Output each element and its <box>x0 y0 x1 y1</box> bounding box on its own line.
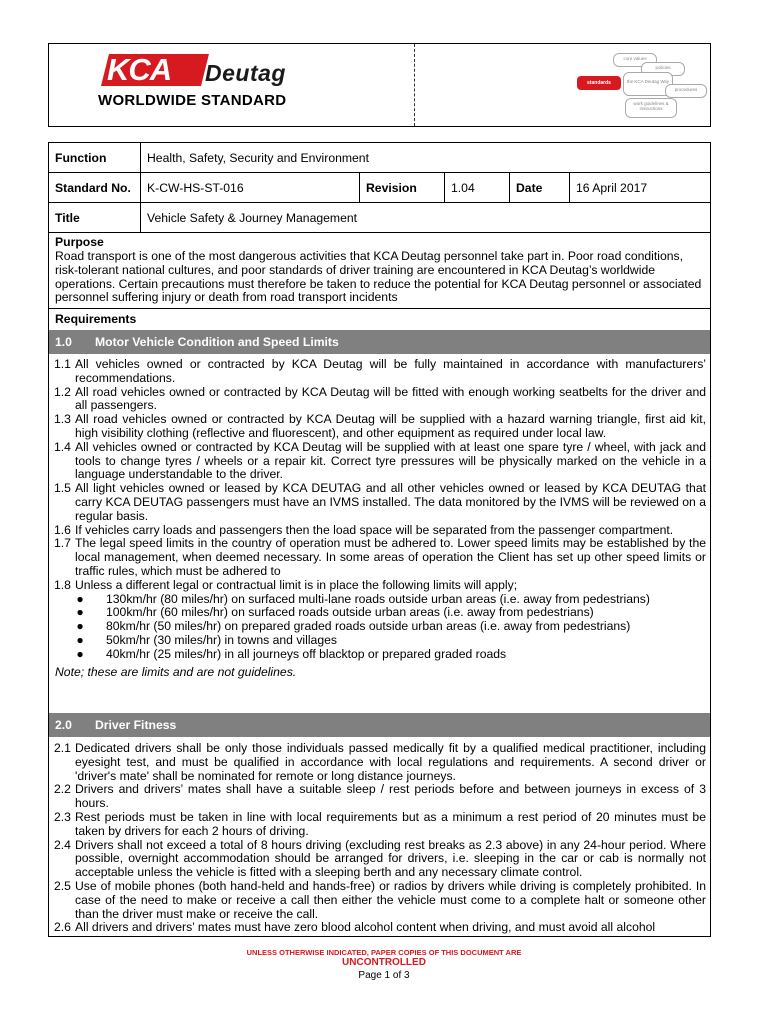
diagram-procedures: procedures <box>665 84 707 98</box>
list-item: 1.4 All vehicles owned or contracted by KCA Deutag will be supplied with at least one spare tyre / wheel, with jack and tools to change tyres / wheels or a repair kit. Correct tyre pressures will be physically marked on the vehicle in a language understandable to the driver. <box>54 439 706 482</box>
list-item: 1.1 All vehicles owned or contracted by KCA Deutag will be fully maintained in accordance with manufacturers’ recommendations. <box>54 357 706 385</box>
standard-no-value: K-CW-HS-ST-016 <box>141 173 360 203</box>
revision-value: 1.04 <box>445 173 510 203</box>
purpose-text: Road transport is one of the most dangerous activities that KCA Deutag personnel take part in. Poor road conditions, risk-tolerant national cultures, and poor standards of driver training are encountered in KCA Deutag’s worldwide operations. Certain precautions must therefore be taken to reduce the potential for KCA Deutag personnel or associated personnel suffering injury or death from road transport incidents <box>55 249 702 305</box>
bullet-item: ● 50km/hr (30 miles/hr) in towns and villages <box>76 632 337 647</box>
bullet-item: ● 80km/hr (50 miles/hr) on prepared graded roads outside urban areas (i.e. away from pedestrians) <box>76 619 631 634</box>
bullet-item: ● 130km/hr (80 miles/hr) on surfaced multi-lane roads outside urban areas (i.e. away from pedestrians) <box>76 591 650 606</box>
title-row <box>49 203 711 233</box>
bullet-item: ● 100km/hr (60 miles/hr) on surfaced roads outside urban areas (i.e. away from pedestrians) <box>76 605 594 620</box>
uncontrolled-notice-line2: UNCONTROLLED <box>342 957 426 968</box>
diagram-work-guidelines: work guidelines & instructions <box>625 98 677 118</box>
document-header <box>48 43 711 127</box>
function-label: Function <box>49 143 141 173</box>
diagram-standards: standards <box>577 76 621 90</box>
revision-label: Revision <box>360 173 445 203</box>
bullet-item: ● 40km/hr (25 miles/hr) in all journeys off blacktop or prepared graded roads <box>76 646 507 661</box>
list-item: 2.3 Rest periods must be taken in line with local requirements but as a minimum a rest period of 20 minutes must be taken by drivers for each 2 hours of driving. <box>54 809 706 838</box>
list-item: 2.5 Use of mobile phones (both hand-held and hands-free) or radios by drivers while driving is completely prohibited. In case of the need to make or receive a call then either the vehicle must come to a complete halt or someone other than the driver must make or receive the call. <box>54 878 706 921</box>
function-row <box>49 143 711 173</box>
date-label: Date <box>510 173 570 203</box>
page-number: Page 1 of 3 <box>358 970 410 981</box>
section-1-title: Motor Vehicle Condition and Speed Limits <box>95 335 339 349</box>
list-item: 1.5 All light vehicles owned or leased by KCA DEUTAG and all other vehicles owned or leased by KCA DEUTAG that carry KCA DEUTAG passengers must have an IVMS installed. The data monitored by the IVMS will be reviewed on a regular basis. <box>54 481 706 523</box>
section-2-number: 2.0 <box>55 718 72 732</box>
limits-note: Note; these are limits and are not guidelines. <box>55 664 297 679</box>
section-2-header <box>49 713 710 737</box>
section-1-header <box>49 330 710 354</box>
section-2-title: Driver Fitness <box>95 718 177 732</box>
standard-row <box>49 173 711 203</box>
list-item: 2.1 Dedicated drivers shall be only those individuals passed medically fit by a qualified medical practitioner, including eyesight test, and must be qualified in accordance with local regulations and requirements. A second driver or 'driver's mate' shall be nominated for remote or long distance journeys. <box>54 741 706 783</box>
function-value: Health, Safety, Security and Environment <box>141 143 711 173</box>
list-item: 1.8 Unless a different legal or contractual limit is in place the following limits will apply; <box>54 577 518 592</box>
diagram-policies: policies <box>641 62 685 76</box>
section-1-items <box>54 358 706 679</box>
requirements-row <box>49 308 710 331</box>
document-body <box>48 231 711 937</box>
list-item: 1.3 All road vehicles owned or contracted by KCA Deutag will be supplied with a hazard warning triangle, first aid kit, high visibility clothing (reflective and fluorescent), and other equipment as required under local law. <box>54 412 706 440</box>
section-2-items <box>54 742 706 935</box>
uncontrolled-notice-line1: UNLESS OTHERWISE INDICATED, PAPER COPIES OF THIS DOCUMENT ARE <box>246 948 522 957</box>
list-item: 1.7 The legal speed limits in the country of operation must be adhered to. Lower speed limits may be established by the local management, when deemed necessary. In some areas of operation the Client has set up other speed limits or traffic rules, which must be adhered to <box>54 536 706 578</box>
standard-no-label: Standard No. <box>49 173 141 203</box>
kca-deutag-way-diagram <box>577 48 707 122</box>
document-info-table <box>48 142 711 233</box>
list-item: 2.2 Drivers and drivers’ mates shall have a suitable sleep / rest periods before and between journeys in excess of 3 hours. <box>54 782 706 811</box>
diagram-core-values: core values <box>613 53 657 67</box>
list-item: 1.6 If vehicles carry loads and passengers then the load space will be separated from the passenger compartment. <box>54 522 674 537</box>
document-type-title: WORLDWIDE STANDARD <box>98 92 287 109</box>
date-value: 16 April 2017 <box>570 173 711 203</box>
diagram-center: the KCA Deutag Way <box>623 72 673 96</box>
requirements-heading: Requirements <box>55 312 137 326</box>
list-item: 1.2 All road vehicles owned or contracted by KCA Deutag will be fitted with enough working seatbelts for the driver and all passengers. <box>54 384 706 413</box>
purpose-heading: Purpose <box>55 235 104 249</box>
list-item: 2.4 Drivers shall not exceed a total of 8 hours driving (excluding rest breaks as 2.3 above) in any 24-hour period. Where possible, overnight accommodation should be arranged for drivers, i.e. sleeping in the car or cab is normally not acceptable unless the vehicle is fitted with a sleeping berth and any necessary climate control. <box>54 837 706 880</box>
list-item: 2.6 All drivers and drivers’ mates must have zero blood alcohol content when driving, and must avoid all alcohol <box>54 920 656 935</box>
logo-deutag-text: Deutag <box>205 60 286 86</box>
header-divider <box>414 44 415 126</box>
section-1-number: 1.0 <box>55 335 72 349</box>
title-value: Vehicle Safety & Journey Management <box>141 203 711 233</box>
kca-deutag-logo: KCA Deutag <box>101 54 316 88</box>
title-label: Title <box>49 203 141 233</box>
